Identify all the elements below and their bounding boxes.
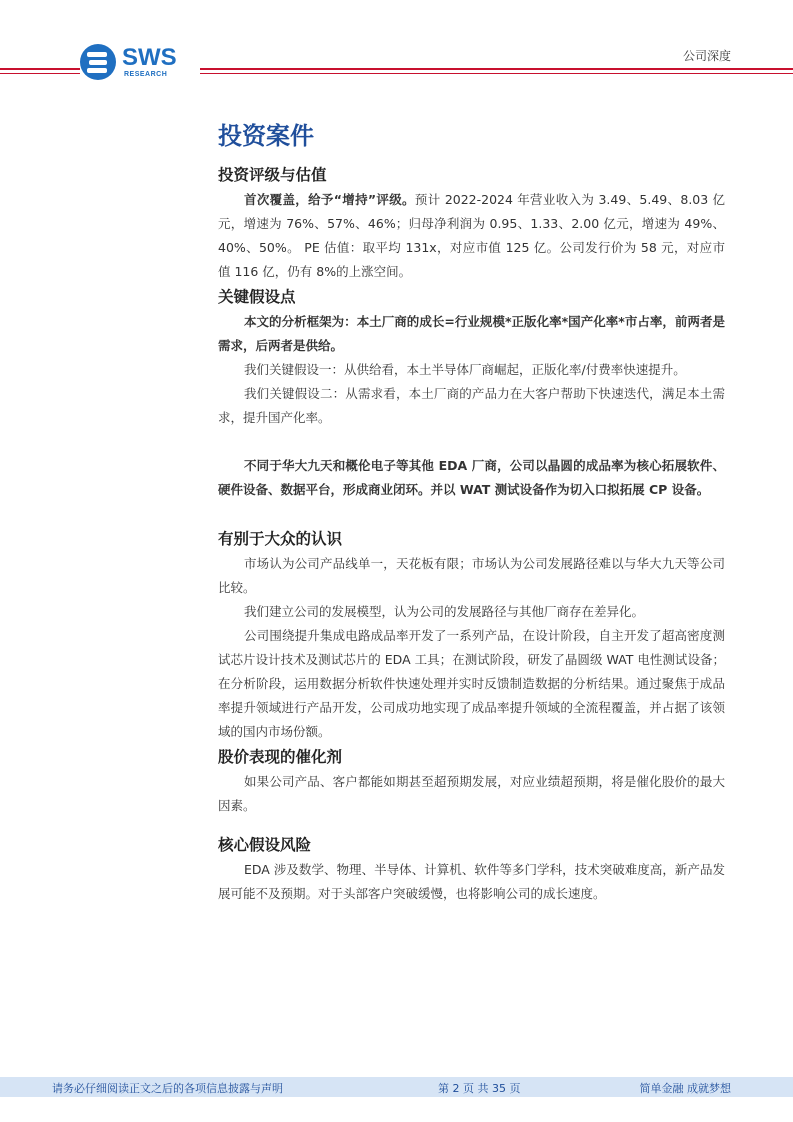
spacer	[218, 430, 725, 454]
rating-paragraph	[218, 188, 725, 284]
rating-lead: 首次覆盖，给予“增持”评级。	[244, 192, 415, 207]
differ-market-view: 市场认为公司产品线单一，天花板有限；市场认为公司发展路径难以与华大九天等公司比较。	[218, 556, 725, 595]
rating-body: 预计 2022-2024 年营业收入为 3.49、5.49、8.03 亿元，增速为 76%、57%、46%；归母净利润为 0.95、1.33、2.00 亿元，增速为 49%、40%、50%。 PE 估值：取平均 131x，对应市值 125 亿。公司发行价为 58 元，对应市值 116 亿，仍有 8%的上涨空间。	[218, 192, 725, 279]
page-title: 投资案件	[218, 122, 314, 150]
report-type-tag: 公司深度	[682, 49, 731, 63]
assumptions-framework: 本文的分析框架为：本土厂商的成长=行业规模*正版化率*国产化率*市占率，前两者是需求，后两者是供给。	[218, 314, 725, 353]
logo-text: SWS	[122, 44, 177, 71]
differ-our-view: 我们建立公司的发展模型，认为公司的发展路径与其他厂商存在差异化。	[244, 604, 645, 619]
spacer	[218, 818, 725, 832]
assumption-one: 我们关键假设一：从供给看，本土半导体厂商崛起，正版化率/付费率快速提升。	[244, 362, 686, 377]
section-heading-rating: 投资评级与估值	[218, 166, 327, 184]
differ-detail: 公司围绕提升集成电路成品率开发了一系列产品，在设计阶段，自主开发了超高密度测试芯片设计技术及测试芯片的 EDA 工具；在测试阶段，研发了晶圆级 WAT 电性测试设备；在分析阶段，运用数据分析软件快速处理并实时反馈制造数据的分析结果。通过聚焦于成品率提升领域进行产品开发，公司成功地实现了成品率提升领域的全流程覆盖，并占据了该领域的国内市场份额。	[218, 628, 725, 739]
catalyst-paragraph: 如果公司产品、客户都能如期甚至超预期发展，对应业绩超预期，将是催化股价的最大因素。	[218, 774, 725, 813]
section-heading-differ: 有别于大众的认识	[218, 530, 343, 548]
header-rule	[0, 68, 80, 70]
footer-disclaimer: 请务必仔细阅读正文之后的各项信息披露与声明	[52, 1082, 283, 1095]
spacer	[218, 502, 725, 526]
risk-paragraph: EDA 涉及数学、物理、半导体、计算机、软件等多门学科，技术突破难度高，新产品发展可能不及预期。对于头部客户突破缓慢，也将影响公司的成长速度。	[218, 862, 725, 901]
header-rule	[0, 73, 80, 74]
main-content	[218, 118, 725, 906]
sws-logo-icon	[80, 44, 116, 80]
section-heading-assumptions: 关键假设点	[218, 288, 296, 306]
page-number: 第 2 页 共 35 页	[438, 1082, 521, 1095]
assumptions-differentiation: 不同于华大九天和概伦电子等其他 EDA 厂商，公司以晶圆的成品率为核心拓展软件、硬件设备、数据平台，形成商业闭环。并以 WAT 测试设备作为切入口拟拓展 CP 设备。	[218, 458, 725, 497]
logo-subtext: RESEARCH	[124, 71, 168, 78]
section-heading-catalyst: 股价表现的催化剂	[218, 748, 343, 766]
assumption-two: 我们关键假设二：从需求看，本土厂商的产品力在大客户帮助下快速迭代，满足本土需求，提升国产化率。	[218, 386, 725, 425]
header-rule	[200, 68, 793, 70]
footer-slogan: 简单金融 成就梦想	[639, 1082, 731, 1095]
sws-logo	[80, 44, 192, 84]
header-rule	[200, 73, 793, 74]
section-heading-risk: 核心假设风险	[218, 836, 312, 854]
